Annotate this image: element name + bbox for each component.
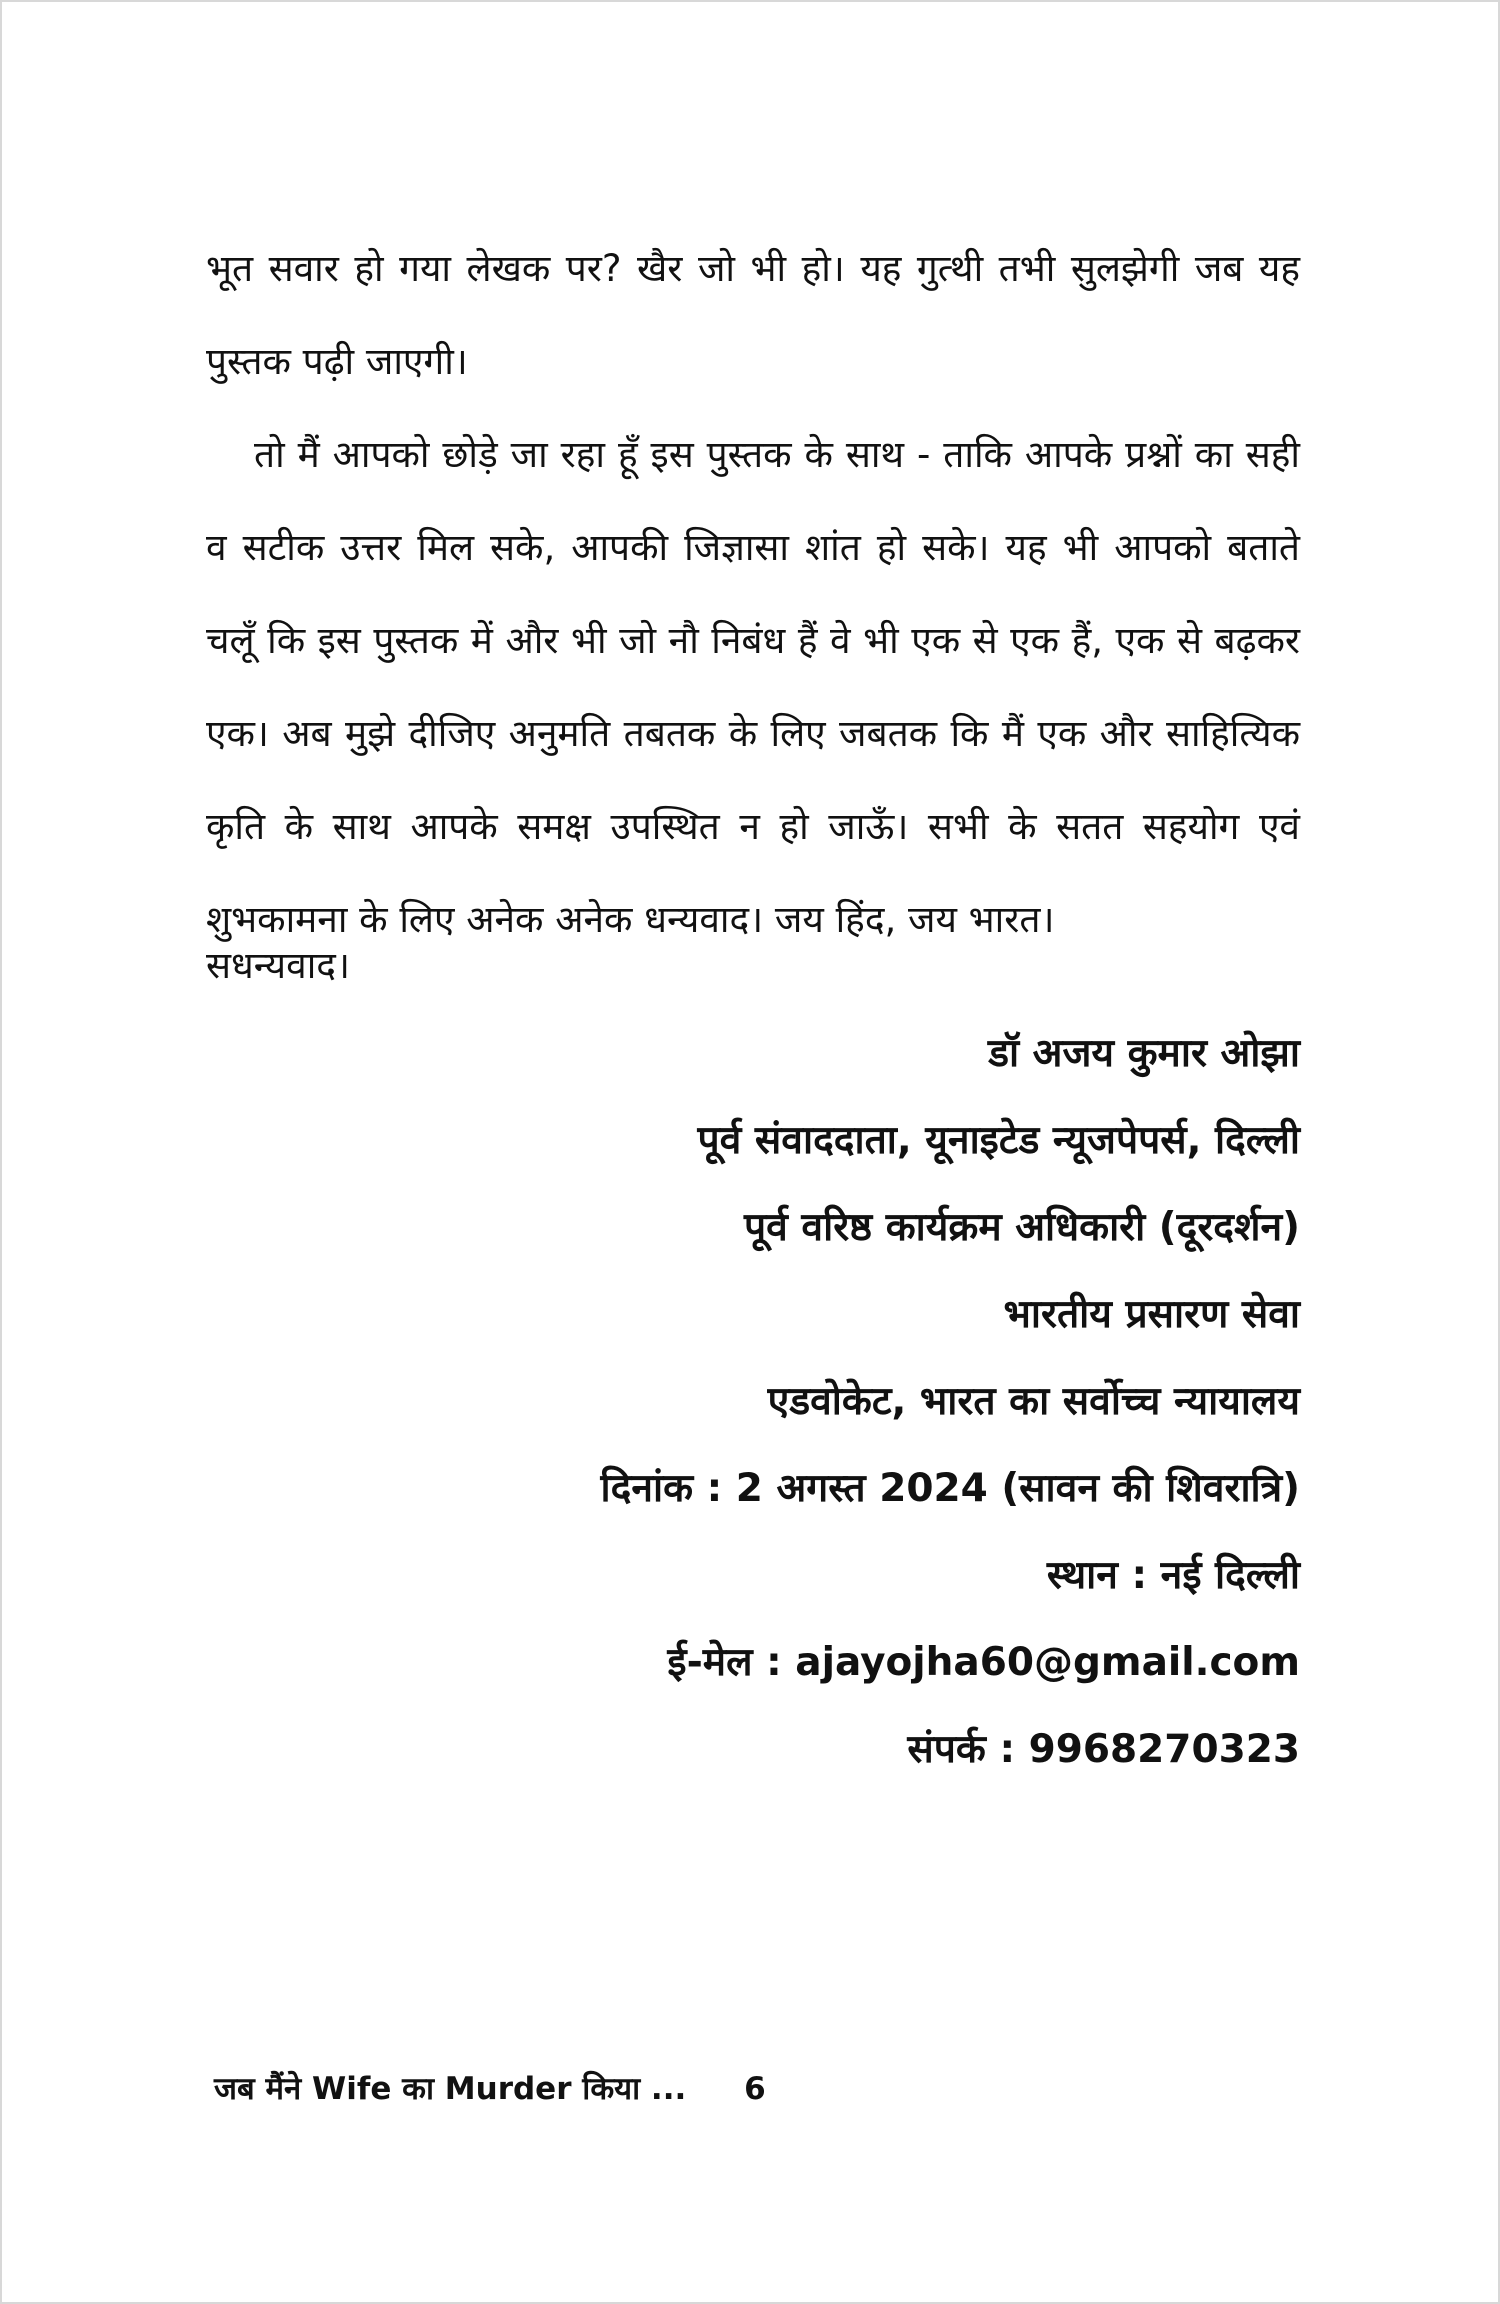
author-name: डॉ अजय कुमार ओझा (988, 1031, 1300, 1076)
paragraph-main: तो मैं आपको छोड़े जा रहा हूँ इस पुस्तक के साथ - ताकि आपके प्रश्नों का सही व सटीक उत्तर मिल सके, आपकी जिज्ञासा शांत हो सके। यह भी आपको बताते चलूँ कि इस पुस्तक में और भी जो नौ निबंध हैं वे भी एक से एक हैं, एक से बढ़कर एक। अब मुझे दीजिए अनुमति तबतक के लिए जबतक कि मैं एक और साहित्यिक कृति के साथ आपके समक्ष उपस्थित न हो जाऊँ। सभी के सतत सहयोग एवं शुभकामना के लिए अनेक अनेक धन्यवाद। जय हिंद, जय भारत। (206, 433, 1300, 941)
author-designation-2: पूर्व वरिष्ठ कार्यक्रम अधिकारी (दूरदर्शन) (744, 1205, 1300, 1250)
page-number: 6 (744, 2071, 766, 2107)
place-line: स्थान : नई दिल्ली (1046, 1553, 1300, 1598)
email-line: ई-मेल : ajayojha60@gmail.com (667, 1640, 1300, 1685)
author-designation-1: पूर्व संवाददाता, यूनाइटेड न्यूजपेपर्स, दिल्ली (697, 1118, 1300, 1163)
closing-text: सधन्यवाद। (206, 944, 350, 987)
running-title: जब मैंने Wife का Murder किया ... (214, 2071, 687, 2107)
signature-block (300, 1010, 1300, 1793)
author-designation-3: भारतीय प्रसारण सेवा (1003, 1292, 1300, 1337)
contact-line: संपर्क : 9968270323 (907, 1727, 1300, 1772)
date-line: दिनांक : 2 अगस्त 2024 (सावन की शिवरात्रि) (600, 1466, 1300, 1511)
paragraph-continuation: भूत सवार हो गया लेखक पर? खैर जो भी हो। यह गुत्थी तभी सुलझेगी जब यह पुस्तक पढ़ी जाएगी। (206, 247, 1300, 383)
page-footer (214, 2066, 766, 2112)
author-designation-4: एडवोकेट, भारत का सर्वोच्च न्यायालय (767, 1379, 1300, 1424)
body-text (206, 222, 1300, 966)
